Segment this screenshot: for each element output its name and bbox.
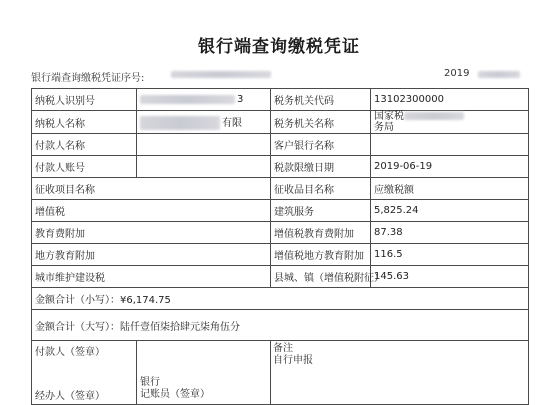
- item-name: 县城、镇（增值税附征）: [271, 266, 371, 288]
- remarks-cell: [271, 341, 529, 405]
- total-small-row: [32, 288, 529, 310]
- taxpayer-name-label: 纳税人名称: [32, 111, 137, 134]
- items-header-amount: 应缴税额: [371, 178, 529, 200]
- total-small-value: ¥6,174.75: [120, 295, 171, 306]
- item-project: 城市维护建设税: [32, 266, 271, 288]
- signature-bank-cell: [137, 341, 271, 405]
- item-amount: 5,825.24: [371, 200, 529, 222]
- taxpayer-name-value: [137, 111, 271, 134]
- taxpayer-name-redacted: [140, 116, 220, 130]
- items-header-item: 征收品目名称: [271, 178, 371, 200]
- signature-payer-cell: [32, 341, 137, 405]
- item-amount: 145.63: [371, 266, 529, 288]
- tax-office-name-label: 税务机关名称: [271, 111, 371, 134]
- receipt-table: [31, 88, 529, 405]
- serial-number-label: 银行端查询缴税凭证序号:: [31, 73, 145, 84]
- payer-name-label: 付款人名称: [32, 134, 137, 156]
- tax-office-code-label: 税务机关代码: [271, 89, 371, 111]
- item-amount: 87.38: [371, 222, 529, 244]
- tax-office-name-value: [371, 111, 529, 134]
- bank-label: 银行: [140, 377, 160, 388]
- taxpayer-id-label: 纳税人识别号: [32, 89, 137, 111]
- payer-bank-label: 客户银行名称: [271, 134, 371, 156]
- tax-office-name-line2: 务局: [374, 122, 394, 133]
- payer-account-row: [32, 156, 529, 178]
- payer-bank-value: [371, 134, 529, 156]
- payer-name-value: [137, 134, 271, 156]
- serial-number-redacted: [171, 71, 271, 78]
- remarks-label: 备注: [273, 343, 293, 354]
- taxpayer-id-row: [32, 89, 529, 111]
- taxpayer-id-value: [137, 89, 271, 111]
- document-date-redacted: [478, 71, 520, 78]
- item-name: 建筑服务: [271, 200, 371, 222]
- items-header-row: [32, 178, 529, 200]
- total-big-row: [32, 310, 529, 341]
- item-project: 教育费附加: [32, 222, 271, 244]
- total-big: [32, 310, 529, 341]
- items-header-project: 征收项目名称: [32, 178, 271, 200]
- table-row: [32, 222, 529, 244]
- item-project: 地方教育附加: [32, 244, 271, 266]
- item-name: 增值税地方教育附加: [271, 244, 371, 266]
- item-project: 增值税: [32, 200, 271, 222]
- payer-sign: 付款人（签章）: [35, 347, 105, 358]
- item-name: 增值税教育费附加: [271, 222, 371, 244]
- total-small-label: 金额合计（小写）：: [35, 295, 120, 306]
- tax-deadline-label: 税款限缴日期: [271, 156, 371, 178]
- item-amount: 116.5: [371, 244, 529, 266]
- payer-account-value: [137, 156, 271, 178]
- payer-name-row: [32, 134, 529, 156]
- document-title: 银行端查询缴税凭证: [198, 37, 360, 57]
- document-date: 2019: [444, 68, 470, 79]
- signature-row: [32, 341, 529, 405]
- taxpayer-name-tail: 有限: [222, 118, 242, 129]
- tax-office-name-line1: 国家税: [374, 111, 404, 122]
- remarks-value: 自行申报: [273, 355, 313, 366]
- total-small: [32, 288, 529, 310]
- handler-sign: 经办人（签章）: [35, 391, 105, 402]
- taxpayer-id-redacted: [140, 95, 235, 104]
- tax-office-name-redacted: [404, 112, 464, 120]
- tax-deadline-value: 2019-06-19: [371, 156, 529, 178]
- tax-office-code-value: 13102300000: [371, 89, 529, 111]
- table-row: [32, 266, 529, 288]
- payer-account-label: 付款人账号: [32, 156, 137, 178]
- taxpayer-name-row: [32, 111, 529, 134]
- bookkeeper-sign: 记账员（签章）: [140, 389, 210, 400]
- total-big-label: 金额合计（大写）：: [35, 321, 120, 333]
- table-row: [32, 244, 529, 266]
- total-big-value: 陆仟壹佰柒拾肆元柒角伍分: [120, 321, 240, 333]
- taxpayer-id-tail: 3: [237, 94, 244, 105]
- table-row: [32, 200, 529, 222]
